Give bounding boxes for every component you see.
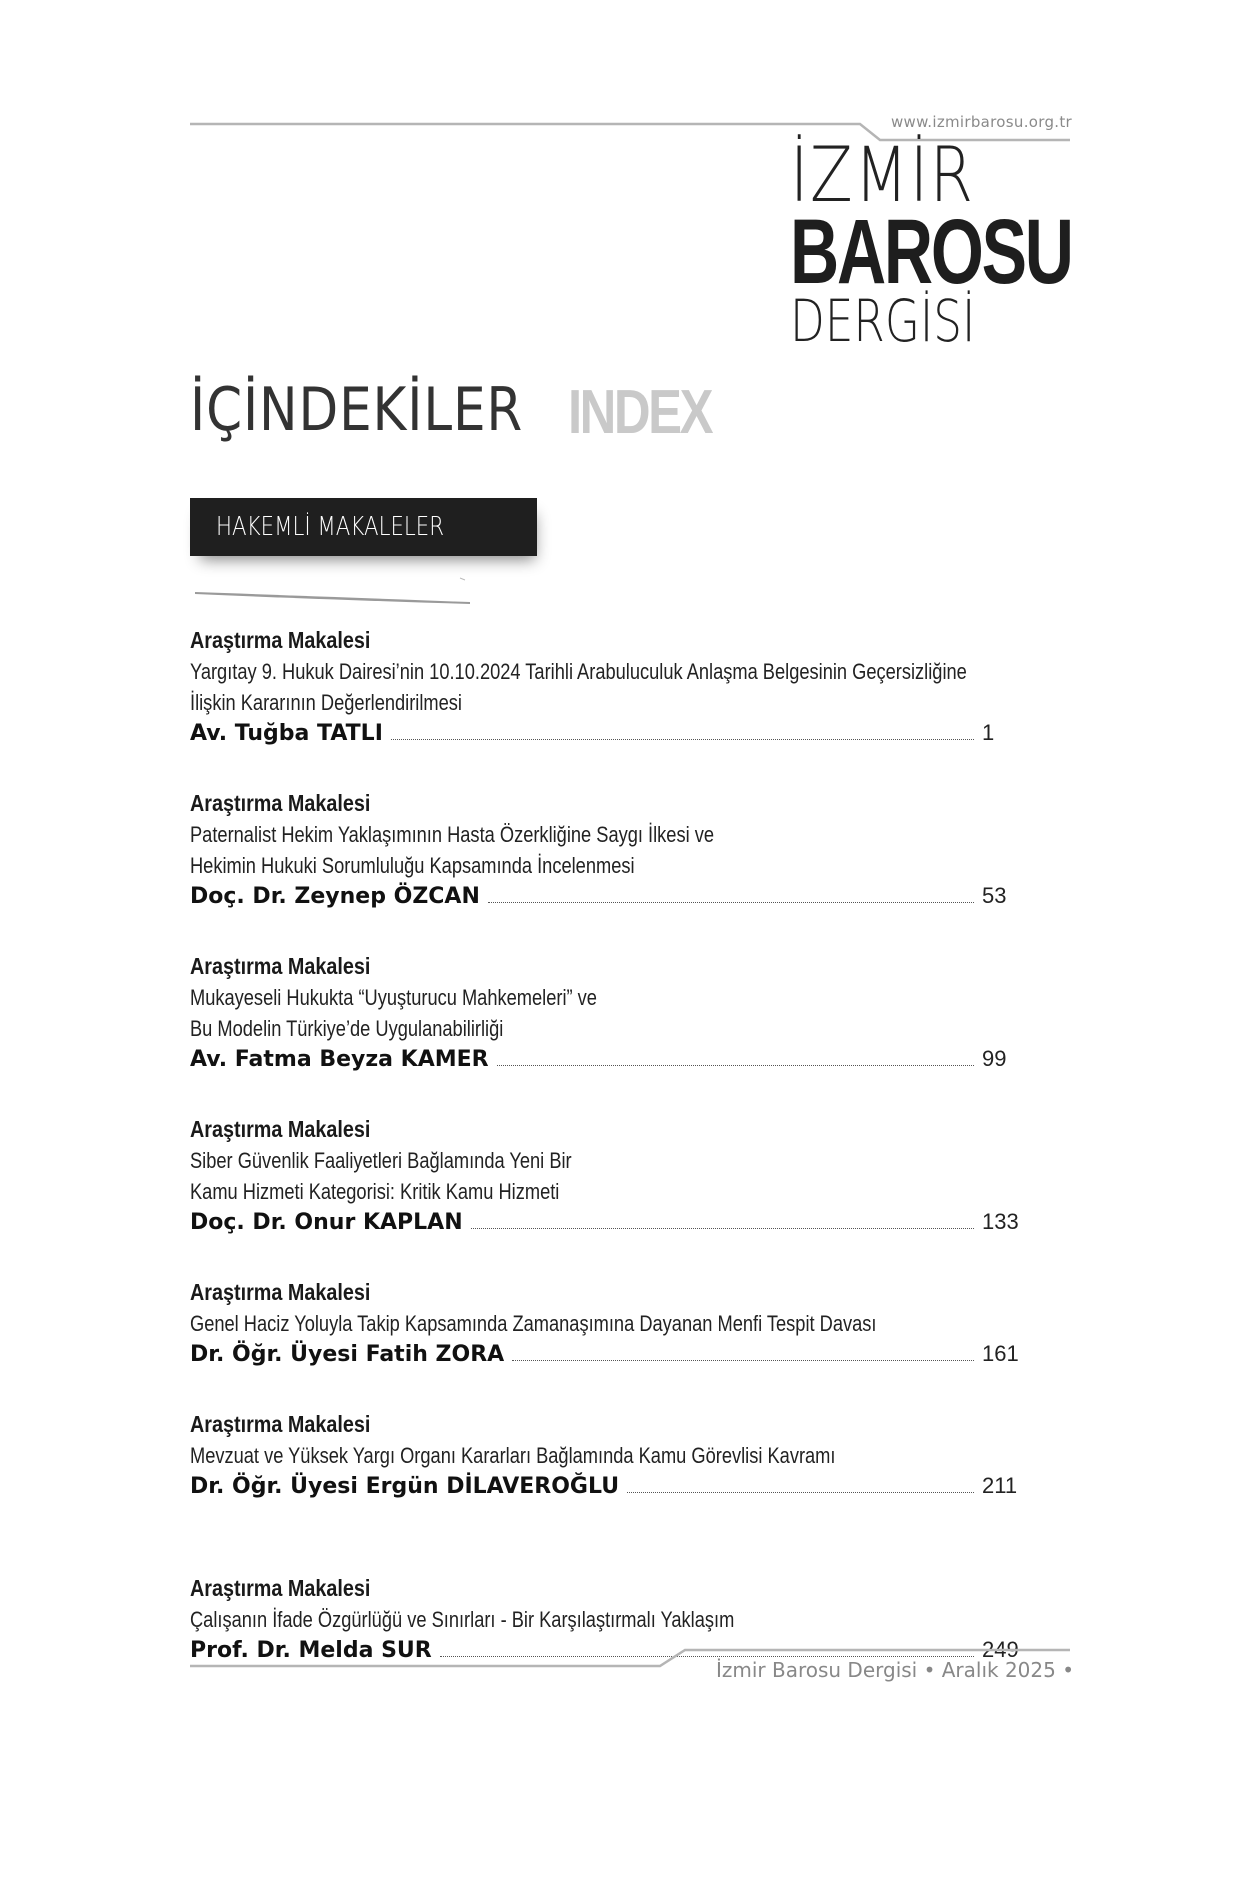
author-row <box>190 718 1030 750</box>
dot-leader <box>512 1360 974 1361</box>
article-author: Prof. Dr. Melda SUR <box>190 1638 432 1663</box>
logo-line-izmir: İZMİR <box>790 130 975 219</box>
dot-leader <box>391 739 974 740</box>
author-row <box>190 881 1030 913</box>
page-number[interactable]: 99 <box>982 1046 1007 1071</box>
toc-entry[interactable] <box>190 951 1030 1076</box>
dot-leader <box>488 902 974 903</box>
page-number[interactable]: 161 <box>982 1341 1019 1366</box>
author-row <box>190 1044 1030 1076</box>
dot-leader <box>497 1065 974 1066</box>
article-author: Av. Tuğba TATLI <box>190 721 383 746</box>
page-title <box>190 375 712 447</box>
page-number[interactable]: 249 <box>982 1637 1019 1662</box>
footer-text: İzmir Barosu Dergisi • Aralık 2025 • <box>715 1658 1074 1682</box>
article-title-line: Bu Modelin Türkiye’de Uygulanabilirliği <box>190 1016 504 1041</box>
page-number[interactable]: 133 <box>982 1209 1019 1234</box>
author-row <box>190 1339 1030 1371</box>
page-number[interactable]: 53 <box>982 883 1007 908</box>
article-title-line: Genel Haciz Yoluyla Takip Kapsamında Zamanaşımına Dayanan Menfi Tespit Davası <box>190 1311 877 1336</box>
dot-leader <box>627 1492 974 1493</box>
article-type: Araştırma Makalesi <box>190 790 371 816</box>
page-number[interactable]: 1 <box>982 720 995 745</box>
article-type: Araştırma Makalesi <box>190 1279 371 1305</box>
article-title-line: Mukayeseli Hukukta “Uyuşturucu Mahkemeleri” ve <box>190 985 597 1010</box>
article-type: Araştırma Makalesi <box>190 1116 371 1142</box>
section-banner <box>190 498 537 556</box>
toc-entry[interactable] <box>190 788 1030 913</box>
banner-swoosh <box>190 558 550 608</box>
article-title-line: Mevzuat ve Yüksek Yargı Organı Kararları Bağlamında Kamu Görevlisi Kavramı <box>190 1443 836 1468</box>
section-label: HAKEMLİ MAKALELER <box>216 512 445 542</box>
article-type: Araştırma Makalesi <box>190 953 371 979</box>
dot-leader <box>471 1228 974 1229</box>
site-url[interactable]: www.izmirbarosu.org.tr <box>890 113 1072 131</box>
article-author: Dr. Öğr. Üyesi Ergün DİLAVEROĞLU <box>190 1474 620 1499</box>
article-author: Dr. Öğr. Üyesi Fatih ZORA <box>190 1342 505 1367</box>
article-title-line: Hekimin Hukuki Sorumluluğu Kapsamında İncelenmesi <box>190 853 635 878</box>
page-number[interactable]: 211 <box>982 1473 1018 1498</box>
journal-logo <box>790 130 1080 355</box>
toc-entry[interactable] <box>190 1409 1030 1503</box>
title-turkish: İÇİNDEKİLER <box>190 375 524 445</box>
toc-entry[interactable] <box>190 1277 1030 1371</box>
logo-line-dergisi: DERGİSİ <box>790 287 976 355</box>
article-title-line: İlişkin Kararının Değerlendirilmesi <box>190 690 462 715</box>
article-type: Araştırma Makalesi <box>190 1411 371 1437</box>
toc-entry[interactable] <box>190 625 1030 750</box>
title-english: INDEX <box>568 378 712 447</box>
author-row <box>190 1471 1030 1503</box>
article-author: Doç. Dr. Onur KAPLAN <box>190 1210 463 1235</box>
article-type: Araştırma Makalesi <box>190 1575 371 1601</box>
article-title-line: Çalışanın İfade Özgürlüğü ve Sınırları - Bir Karşılaştırmalı Yaklaşım <box>190 1607 735 1632</box>
author-row <box>190 1207 1030 1239</box>
article-type: Araştırma Makalesi <box>190 627 371 653</box>
article-author: Av. Fatma Beyza KAMER <box>190 1047 489 1072</box>
toc-list <box>190 625 1030 1667</box>
article-title-line: Kamu Hizmeti Kategorisi: Kritik Kamu Hizmeti <box>190 1179 560 1204</box>
toc-entry[interactable] <box>190 1114 1030 1239</box>
article-title-line: Yargıtay 9. Hukuk Dairesi’nin 10.10.2024 Tarihli Arabuluculuk Anlaşma Belgesinin Geçersizliğine <box>190 659 967 684</box>
article-title-line: Siber Güvenlik Faaliyetleri Bağlamında Yeni Bir <box>190 1148 572 1173</box>
logo-line-barosu: BAROSU <box>790 201 1072 303</box>
article-title-line: Paternalist Hekim Yaklaşımının Hasta Özerkliğine Saygı İlkesi ve <box>190 822 715 847</box>
article-author: Doç. Dr. Zeynep ÖZCAN <box>190 884 480 909</box>
